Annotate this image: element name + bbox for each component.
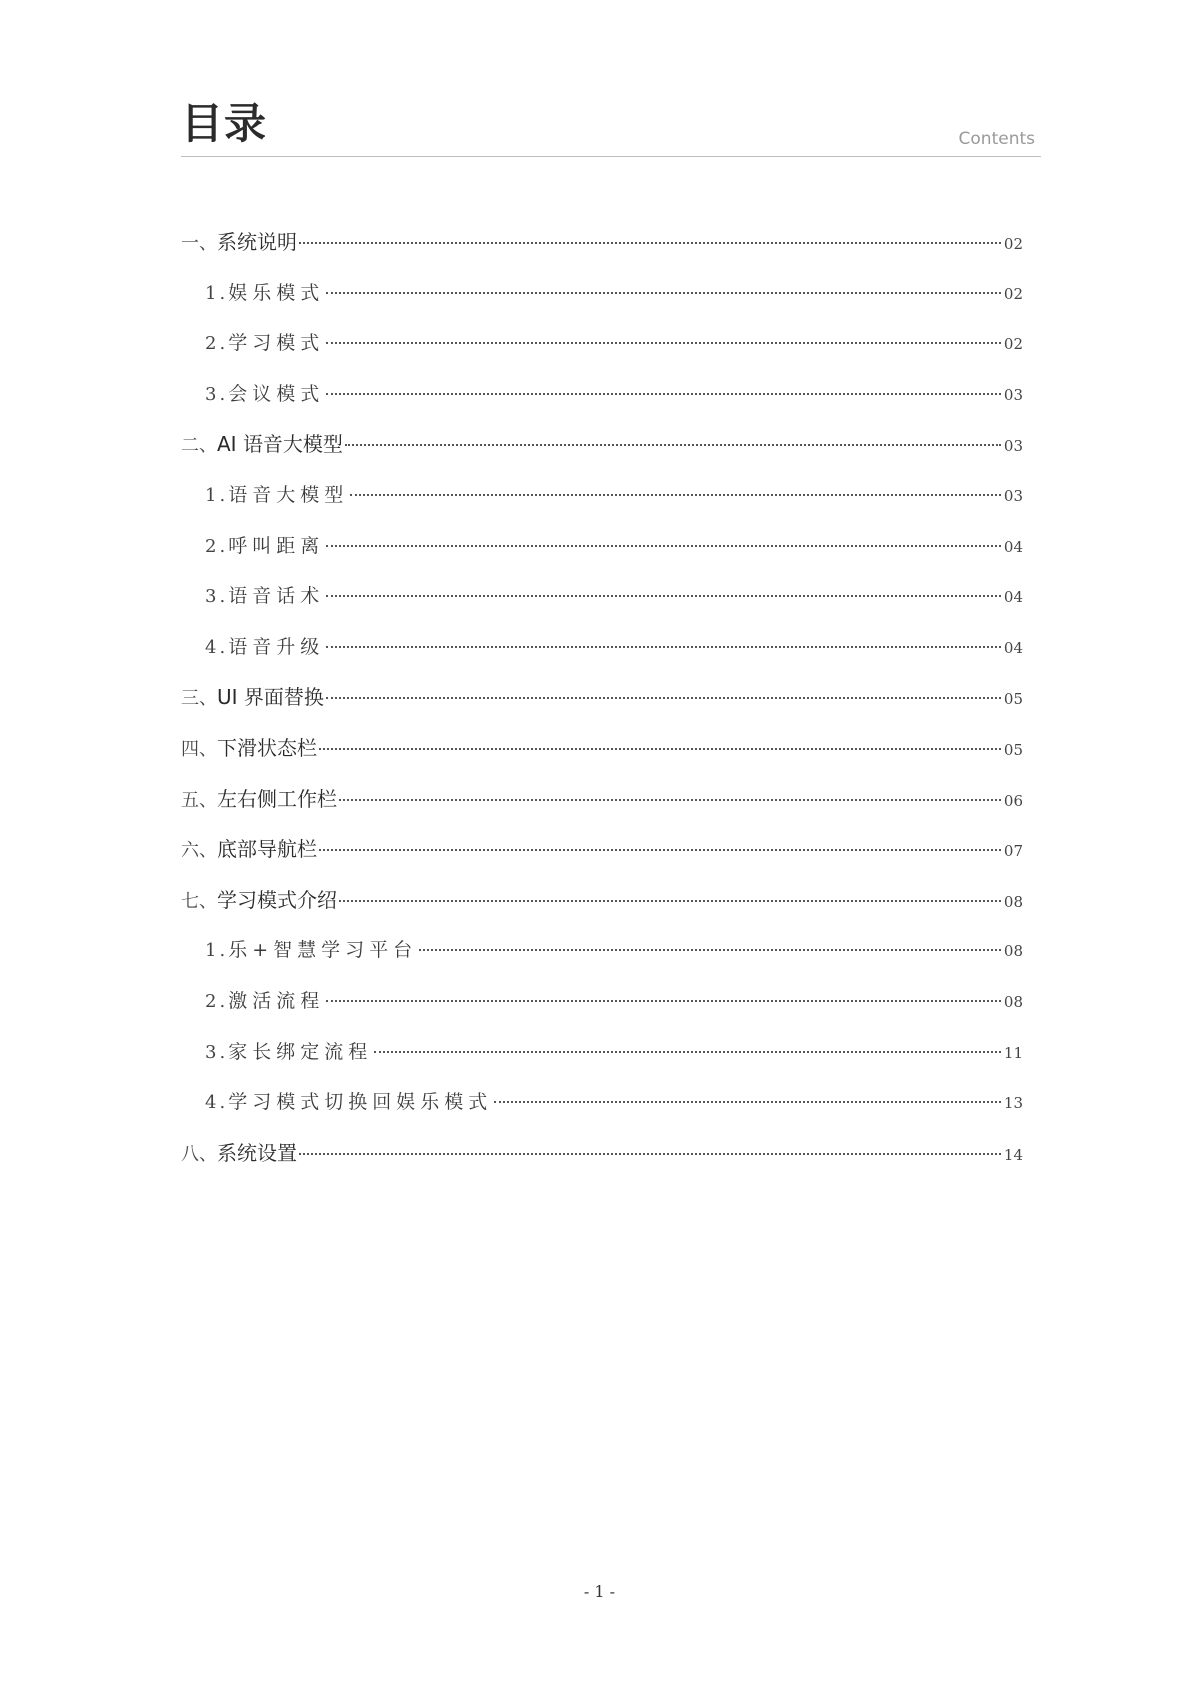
toc-entry-title: 乐+智慧学习平台 [228, 939, 418, 962]
toc-dot-leader [326, 646, 1001, 648]
toc-section-entry[interactable] [181, 728, 1023, 779]
toc-entry-number: 三、 [181, 688, 217, 710]
toc-dot-leader [319, 748, 1001, 750]
toc-dot-leader [339, 900, 1001, 902]
toc-entry-page-number: 11 [1003, 1043, 1023, 1062]
toc-entry-title: 下滑状态栏 [217, 735, 317, 760]
toc-section-entry[interactable] [181, 829, 1023, 880]
toc-section-entry[interactable] [181, 880, 1023, 931]
toc-subsection-entry[interactable] [181, 374, 1023, 425]
toc-section-entry[interactable] [181, 222, 1023, 273]
page-number: - 1 - [583, 1582, 616, 1601]
toc-section-entry[interactable] [181, 779, 1023, 830]
toc-entry-number: 一、 [181, 233, 217, 254]
toc-entry-number: 4. [205, 1092, 229, 1114]
toc-entry-page-number: 02 [1003, 284, 1023, 303]
toc-entry-page-number: 08 [1003, 892, 1023, 911]
toc-entry-title: 呼叫距离 [228, 534, 325, 557]
page-title: 目录 [181, 99, 268, 148]
toc-entry-title: 会议模式 [228, 382, 325, 405]
toc-entry-page-number: 08 [1003, 942, 1023, 961]
toc-entry-page-number: 05 [1003, 740, 1023, 759]
toc-entry-page-number: 07 [1003, 842, 1023, 861]
toc-subsection-entry[interactable] [181, 526, 1023, 577]
toc-subsection-entry[interactable] [181, 981, 1023, 1032]
toc-subsection-entry[interactable] [181, 930, 1023, 981]
toc-entry-number: 五、 [181, 789, 217, 811]
toc-dot-leader [326, 1000, 1001, 1002]
toc-entry-title: 语音大模型 [228, 483, 349, 506]
toc-subsection-entry[interactable] [181, 1082, 1023, 1133]
toc-entry-number: 1. [205, 940, 229, 962]
toc-dot-leader [494, 1101, 1001, 1103]
toc-entry-page-number: 04 [1003, 638, 1023, 657]
toc-dot-leader [326, 545, 1001, 547]
toc-entry-page-number: 02 [1003, 235, 1023, 253]
toc-entry-number: 六、 [181, 840, 217, 862]
toc-entry-page-number: 03 [1003, 437, 1023, 456]
toc-dot-leader [374, 1051, 1001, 1053]
toc-entry-page-number: 03 [1003, 385, 1023, 404]
toc-section-entry[interactable] [181, 424, 1023, 475]
toc-subsection-entry[interactable] [181, 627, 1023, 678]
toc-entry-title: UI 界面替换 [217, 685, 324, 710]
table-of-contents [181, 222, 1023, 1183]
toc-entry-page-number: 14 [1003, 1145, 1023, 1164]
toc-entry-page-number: 08 [1003, 992, 1023, 1011]
toc-dot-leader [299, 1153, 1001, 1155]
toc-entry-number: 2. [205, 535, 229, 557]
toc-entry-page-number: 04 [1003, 537, 1023, 556]
toc-dot-leader [326, 595, 1001, 597]
toc-entry-number: 二、 [181, 435, 217, 457]
toc-entry-title: 激活流程 [228, 989, 325, 1012]
toc-entry-page-number: 05 [1003, 690, 1023, 709]
toc-entry-number: 1. [205, 282, 229, 304]
toc-entry-title: 左右侧工作栏 [217, 786, 337, 811]
toc-entry-number: 四、 [181, 738, 217, 760]
toc-entry-number: 4. [205, 636, 229, 658]
toc-entry-number: 七、 [181, 890, 217, 912]
toc-entry-page-number: 13 [1003, 1094, 1023, 1113]
toc-entry-number: 1. [205, 484, 229, 506]
toc-dot-leader [326, 697, 1001, 699]
toc-dot-leader [339, 799, 1001, 801]
toc-dot-leader [299, 242, 1001, 244]
toc-section-entry[interactable] [181, 1133, 1023, 1184]
toc-entry-title: 底部导航栏 [217, 837, 317, 862]
toc-entry-title: 语音话术 [228, 585, 325, 608]
toc-entry-title: 系统设置 [217, 1140, 297, 1165]
header-divider [181, 156, 1041, 157]
toc-section-entry[interactable] [181, 677, 1023, 728]
toc-entry-title: 学习模式介绍 [217, 887, 337, 912]
toc-dot-leader [319, 849, 1001, 851]
toc-entry-number: 2. [205, 333, 229, 355]
toc-subsection-entry[interactable] [181, 1032, 1023, 1083]
toc-dot-leader [350, 494, 1001, 496]
toc-entry-title: 系统说明 [217, 230, 297, 254]
toc-entry-title: 家长绑定流程 [228, 1040, 373, 1063]
toc-dot-leader [326, 342, 1001, 344]
toc-entry-title: 娱乐模式 [228, 281, 325, 304]
toc-entry-page-number: 06 [1003, 791, 1023, 810]
toc-entry-number: 3. [205, 383, 229, 405]
toc-entry-page-number: 04 [1003, 588, 1023, 607]
toc-entry-title: 学习模式 [228, 332, 325, 355]
toc-entry-number: 3. [205, 1041, 229, 1063]
page-header [181, 98, 1041, 158]
toc-subsection-entry[interactable] [181, 323, 1023, 374]
toc-entry-number: 八、 [181, 1143, 217, 1165]
toc-subsection-entry[interactable] [181, 273, 1023, 324]
toc-dot-leader [326, 393, 1001, 395]
toc-dot-leader [419, 949, 1001, 951]
toc-entry-title: 学习模式切换回娱乐模式 [228, 1091, 493, 1114]
toc-entry-page-number: 03 [1003, 486, 1023, 505]
toc-dot-leader [326, 292, 1001, 294]
toc-entry-page-number: 02 [1003, 335, 1023, 354]
toc-entry-number: 2. [205, 990, 229, 1012]
toc-subsection-entry[interactable] [181, 576, 1023, 627]
toc-entry-number: 3. [205, 586, 229, 608]
toc-entry-title: 语音升级 [228, 635, 325, 658]
toc-dot-leader [345, 444, 1001, 446]
toc-subsection-entry[interactable] [181, 475, 1023, 526]
toc-entry-title: AI 语音大模型 [217, 432, 343, 457]
page-subtitle: Contents [958, 129, 1035, 149]
